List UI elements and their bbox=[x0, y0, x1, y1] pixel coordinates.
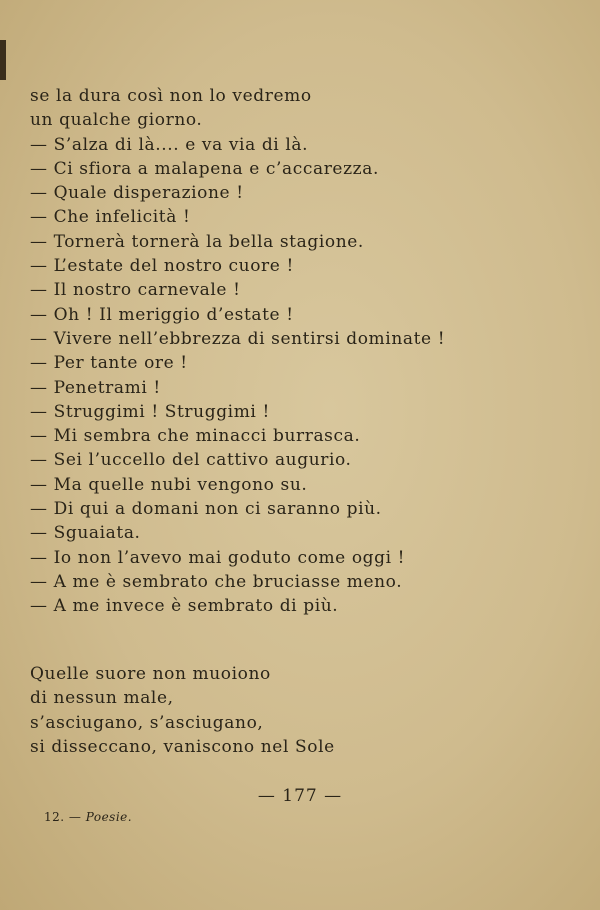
poem-line: se la dura così non lo vedremo bbox=[30, 86, 312, 106]
poem-line: — Di qui a domani non ci saranno più. bbox=[30, 499, 382, 520]
signature-number: 12. bbox=[44, 810, 65, 824]
poem-line: — L’estate del nostro cuore ! bbox=[30, 256, 294, 277]
poem-line: Quelle suore non muoiono bbox=[30, 664, 271, 684]
binding-mark bbox=[0, 40, 6, 80]
poem-line: un qualche giorno. bbox=[30, 110, 203, 131]
poem-line: — Oh ! Il meriggio d’estate ! bbox=[30, 304, 294, 325]
poem-stanza-dialogue bbox=[30, 84, 570, 619]
poem-line: — A me è sembrato che bruciasse meno. bbox=[30, 571, 403, 592]
poem-line: — Sguaiata. bbox=[30, 523, 141, 544]
poem-line: — S’alza di là.... e va via di là. bbox=[30, 134, 309, 155]
poem-line: — A me invece è sembrato di più. bbox=[30, 596, 339, 617]
poem-line: di nessun male, bbox=[30, 688, 174, 709]
poem-line: — Quale disperazione ! bbox=[30, 183, 244, 204]
signature-title: Poesie. bbox=[85, 810, 133, 824]
poem-line: s’asciugano, s’asciugano, bbox=[30, 712, 264, 733]
poem-line: — Penetrami ! bbox=[30, 377, 161, 398]
signature-mark bbox=[44, 810, 132, 824]
poem-line: — Ci sfiora a malapena e c’accarezza. bbox=[30, 158, 379, 179]
poem-line: — Per tante ore ! bbox=[30, 353, 188, 374]
poem-line: — Vivere nell’ebbrezza di sentirsi dominate ! bbox=[30, 328, 446, 349]
poem-line: — Il nostro carnevale ! bbox=[30, 280, 241, 301]
poem-line: — Ma quelle nubi vengono su. bbox=[30, 474, 308, 495]
poem-line: — Io non l’avevo mai goduto come oggi ! bbox=[30, 547, 406, 568]
poem-stanza-closing bbox=[30, 662, 570, 759]
poem-line: — Mi sembra che minacci burrasca. bbox=[30, 426, 361, 447]
poem-line: — Tornerà tornerà la bella stagione. bbox=[30, 231, 364, 252]
poem-line: si disseccano, vaniscono nel Sole bbox=[30, 736, 335, 757]
poem-line: — Sei l’uccello del cattivo augurio. bbox=[30, 450, 352, 471]
page-number: — 177 — bbox=[257, 786, 343, 806]
poem-line: — Struggimi ! Struggimi ! bbox=[30, 401, 270, 422]
poem-line: — Che infelicità ! bbox=[30, 207, 191, 228]
signature-dash: — bbox=[68, 810, 82, 824]
